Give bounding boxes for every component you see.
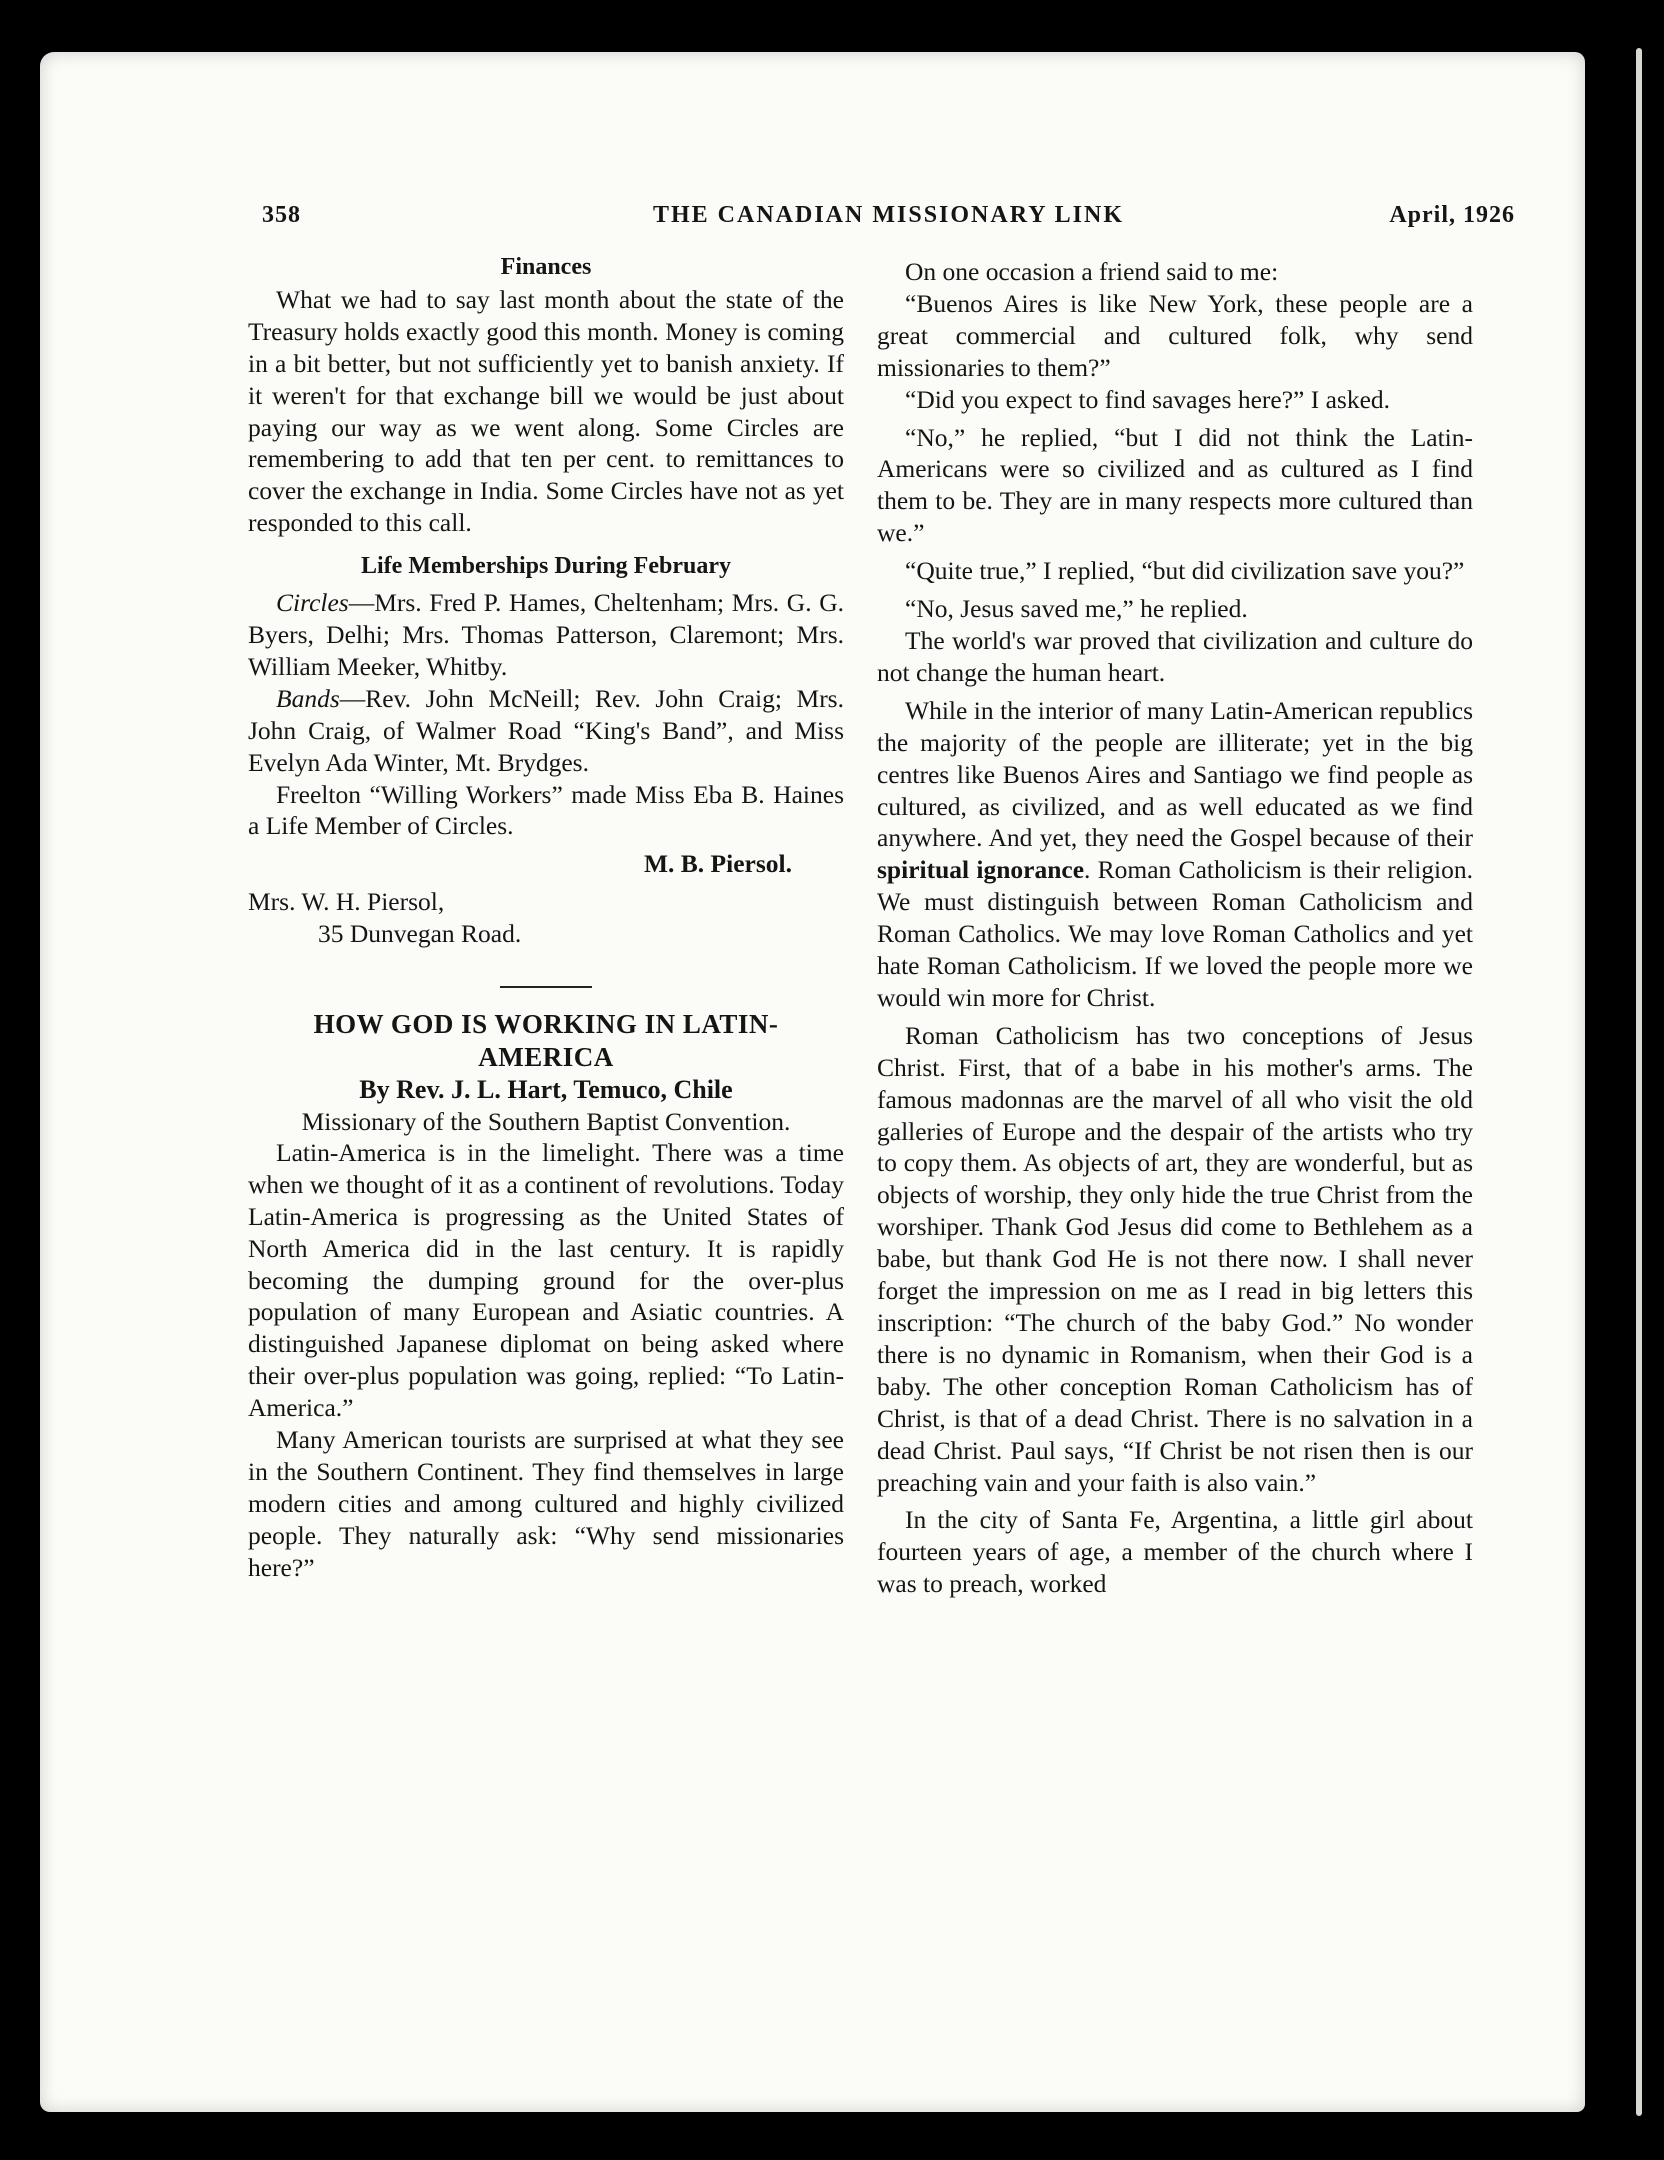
- article-byline: By Rev. J. L. Hart, Temuco, Chile: [359, 1075, 733, 1105]
- r8-text-a: While in the interior of many Latin-American republics the majority of the people are illiterate; yet in the big centres like Buenos Aires and Santiago we find people as cultured, as civilized, and as well educated as we find anywhere. And yet, they need the Gospel because of their: [877, 695, 1473, 853]
- issue-date: April, 1926: [1389, 202, 1515, 228]
- article-paragraph-r6: “No, Jesus saved me,” he replied.: [905, 594, 1248, 624]
- finances-heading: Finances: [500, 254, 592, 280]
- right-column: [877, 256, 1473, 1600]
- article-paragraph-r3: “Did you expect to find savages here?” I asked.: [905, 384, 1391, 414]
- article-paragraph-r2: “Buenos Aires is like New York, these people are a great commercial and cultured folk, why send missionaries to them?”: [877, 288, 1473, 382]
- article-paragraph-2: Many American tourists are surprised at what they see in the Southern Continent. They find themselves in large modern cities and among cultured and highly civilized people. They naturally ask: “Why send missionaries here?”: [248, 1425, 844, 1582]
- article-paragraph-r1: On one occasion a friend said to me:: [905, 257, 1279, 286]
- r8-text-c: . Roman Catholicism is their religion. We must distinguish between Roman Catholicism and Roman Catholics. We may love Roman Catholics and yet hate Roman Catholicism. If we loved the people more we would win more for Christ.: [877, 855, 1473, 1012]
- article-affiliation: Missionary of the Southern Baptist Convention.: [301, 1106, 791, 1136]
- section-divider: [500, 986, 592, 988]
- running-head: [262, 202, 1515, 238]
- article-paragraph-r5: “Quite true,” I replied, “but did civilization save you?”: [905, 556, 1465, 586]
- address-line-1: Mrs. W. H. Piersol,: [248, 887, 445, 917]
- article-paragraph-1: Latin-America is in the limelight. There was a time when we thought of it as a continent of revolutions. Today Latin-America is progressing as the United States of North America did in the last century. It is rapidly becoming the dumping ground for the over-plus population of many European and Asiatic countries. A distinguished Japanese diplomat on being asked where their over-plus population was going, replied: “To Latin-America.”: [248, 1137, 844, 1423]
- circles-label: Circles: [276, 588, 349, 618]
- scan-edge: [1624, 40, 1664, 2120]
- bands-text: —Rev. John McNeill; Rev. John Craig; Mrs. John Craig, of Walmer Road “King's Band”, and Miss Evelyn Ada Winter, Mt. Brydges.: [248, 683, 844, 777]
- article-paragraph-r10: In the city of Santa Fe, Argentina, a little girl about fourteen years of age, a member of the church where I was to preach, worked: [877, 1505, 1473, 1599]
- finances-paragraph: What we had to say last month about the state of the Treasury holds exactly good this month. Money is coming in a bit better, but not sufficiently yet to banish anxiety. If it weren't for that exchange bill we would be just about paying our way as we went along. Some Circles are remembering to add that ten per cent. to remittances to cover the exchange in India. Some Circles have not as yet responded to this call.: [248, 284, 844, 538]
- article-title: HOW GOD IS WORKING IN LATIN-AMERICA: [313, 1009, 779, 1073]
- freelton-paragraph: Freelton “Willing Workers” made Miss Eba B. Haines a Life Member of Circles.: [248, 779, 844, 841]
- circles-paragraph: [248, 587, 844, 683]
- life-memberships-heading: Life Memberships During February: [361, 553, 731, 580]
- bands-label: Bands: [276, 683, 340, 713]
- bands-paragraph: [248, 683, 844, 779]
- article-paragraph-r4: “No,” he replied, “but I did not think the Latin-Americans were so civilized and as cultured as I find them to be. They are in many respects more cultured than we.”: [877, 422, 1473, 548]
- left-column: [248, 252, 844, 1584]
- magazine-title: THE CANADIAN MISSIONARY LINK: [653, 202, 1124, 228]
- article-paragraph-r8: [877, 695, 1473, 1014]
- article-paragraph-r7: The world's war proved that civilization and culture do not change the human heart.: [877, 625, 1473, 687]
- scan-edge-line: [1636, 48, 1642, 2116]
- r8-emphasis: spiritual ignorance: [877, 855, 1085, 885]
- page-number: 358: [262, 202, 301, 228]
- article-paragraph-r9: Roman Catholicism has two conceptions of Jesus Christ. First, that of a babe in his mother's arms. The famous madonnas are the marvel of all who visit the old galleries of Europe and the despair of the artists who try to copy them. As objects of art, they are wonderful, but as objects of worship, they only hide the true Christ from the worshiper. Thank God Jesus did come to Bethlehem as a babe, but thank God He is not there now. I shall never forget the impression on me as I read in big letters this inscription: “The church of the baby God.” No wonder there is no dynamic in Romanism, when their God is a baby. The other conception Roman Catholicism has of Christ, is that of a dead Christ. There is no salvation in a dead Christ. Paul says, “If Christ be not risen then is our preaching vain and your faith is also vain.”: [877, 1020, 1473, 1497]
- address-line-2: 35 Dunvegan Road.: [318, 919, 522, 949]
- signature: M. B. Piersol.: [643, 849, 792, 879]
- circles-text: —Mrs. Fred P. Hames, Cheltenham; Mrs. G. G. Byers, Delhi; Mrs. Thomas Patterson, Claremont; Mrs. William Meeker, Whitby.: [248, 588, 844, 681]
